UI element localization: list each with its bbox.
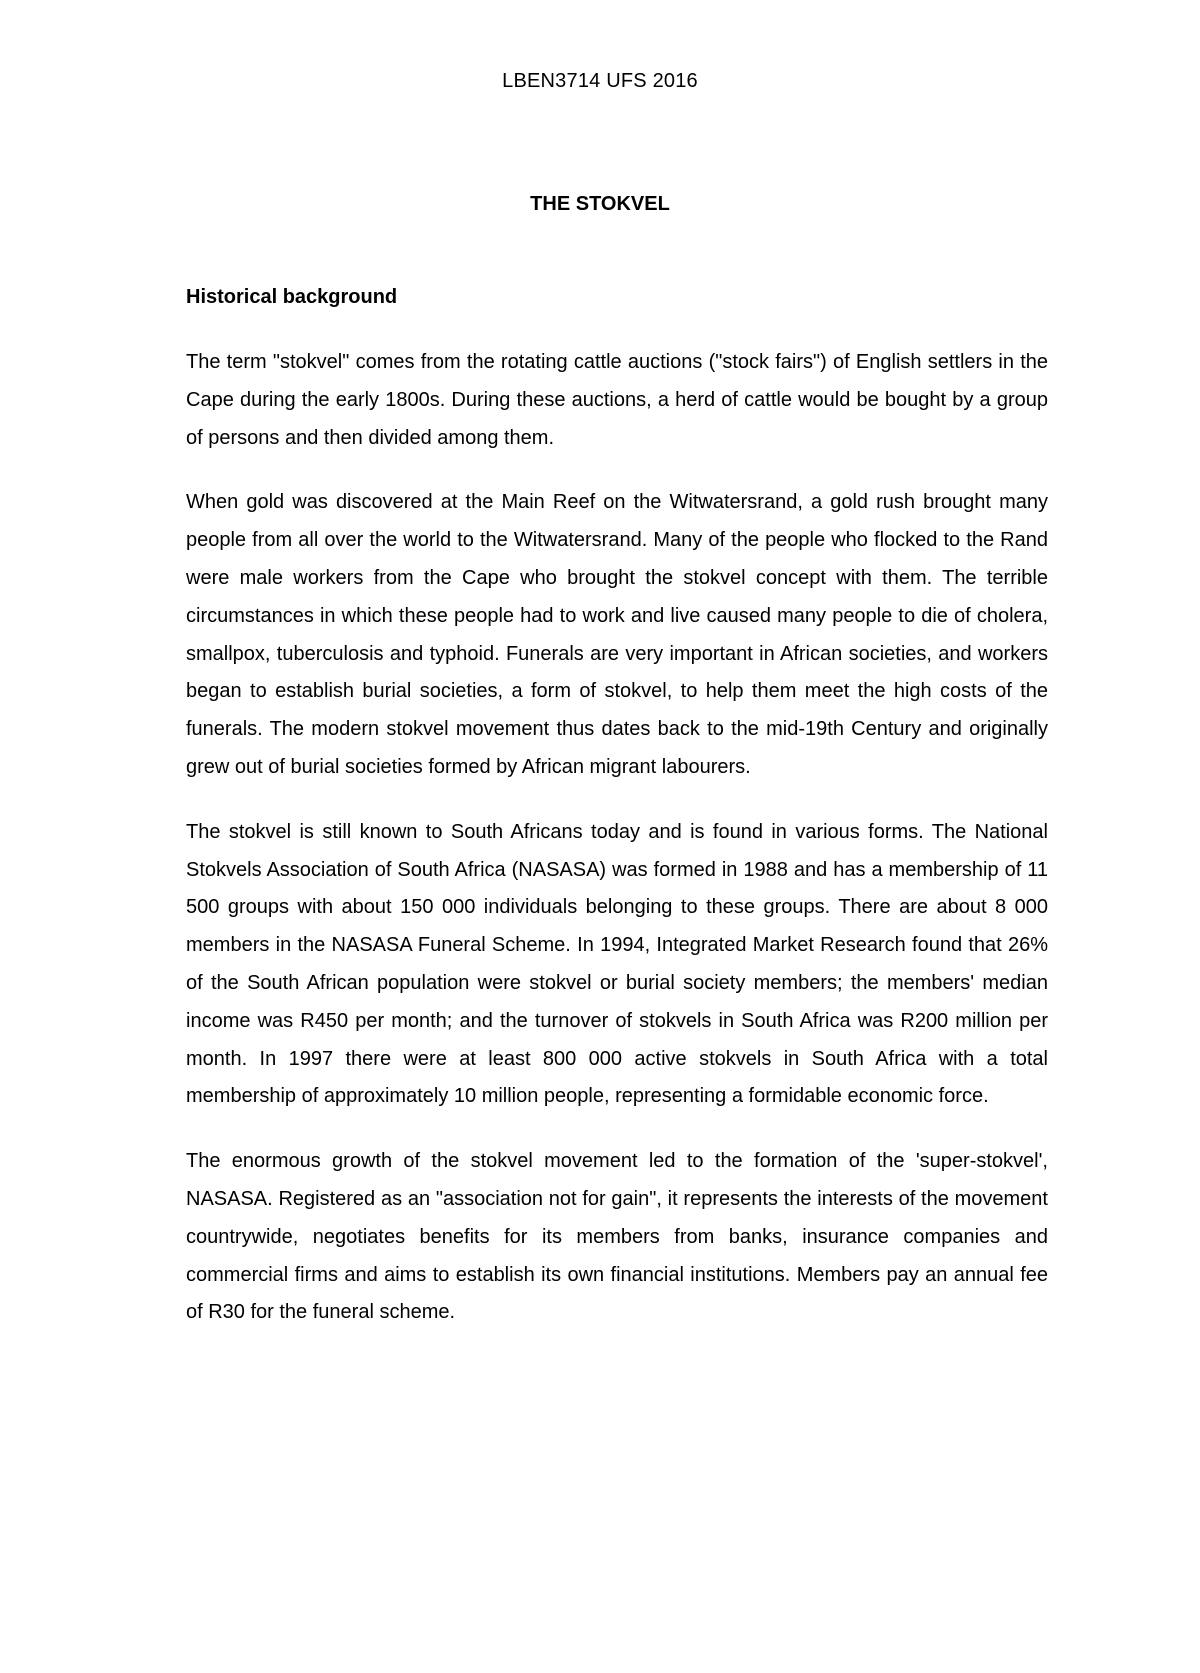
document-title: THE STOKVEL (530, 193, 670, 215)
paragraph-origin: The term "stokvel" comes from the rotating cattle auctions ("stock fairs") of English settlers in the Cape during the early 1800s. During these auctions, a herd of cattle would be bought by a group of persons and then divided among them. (186, 351, 1048, 449)
page-header: LBEN3714 UFS 2016 (502, 70, 698, 92)
paragraph-gold-rush: When gold was discovered at the Main Reef on the Witwatersrand, a gold rush brought many people from all over the world to the Witwatersrand. Many of the people who flocked to the Rand were male workers from the Cape who brought the stokvel concept with them. The terrible circumstances in which these people had to work and live caused many people to die of cholera, smallpox, tuberculosis and typhoid. Funerals are very important in African societies, and workers began to establish burial societies, a form of stokvel, to help them meet the high costs of the funerals. The modern stokvel movement thus dates back to the mid-19th Century and originally grew out of burial societies formed by African migrant labourers. (186, 491, 1048, 778)
paragraph-nasasa-statistics: The stokvel is still known to South Africans today and is found in various forms. The National Stokvels Association of South Africa (NASASA) was formed in 1988 and has a membership of 11 500 groups with about 150 000 individuals belonging to these groups. There are about 8 000 members in the NASASA Funeral Scheme. In 1994, Integrated Market Research found that 26% of the South African population were stokvel or burial society members; the members' median income was R450 per month; and the turnover of stokvels in South Africa was R200 million per month. In 1997 there were at least 800 000 active stokvels in South Africa with a total membership of approximately 10 million people, representing a formidable economic force. (186, 820, 1048, 1108)
paragraph-super-stokvel: The enormous growth of the stokvel movement led to the formation of the 'super-stokvel', NASASA. Registered as an "association not for gain", it represents the interests of the movement countrywide, negotiates benefits for its members from banks, insurance companies and commercial firms and aims to establish its own financial institutions. Members pay an annual fee of R30 for the funeral scheme. (186, 1150, 1048, 1324)
document-body (186, 278, 1048, 1359)
section-heading: Historical background (186, 286, 398, 308)
